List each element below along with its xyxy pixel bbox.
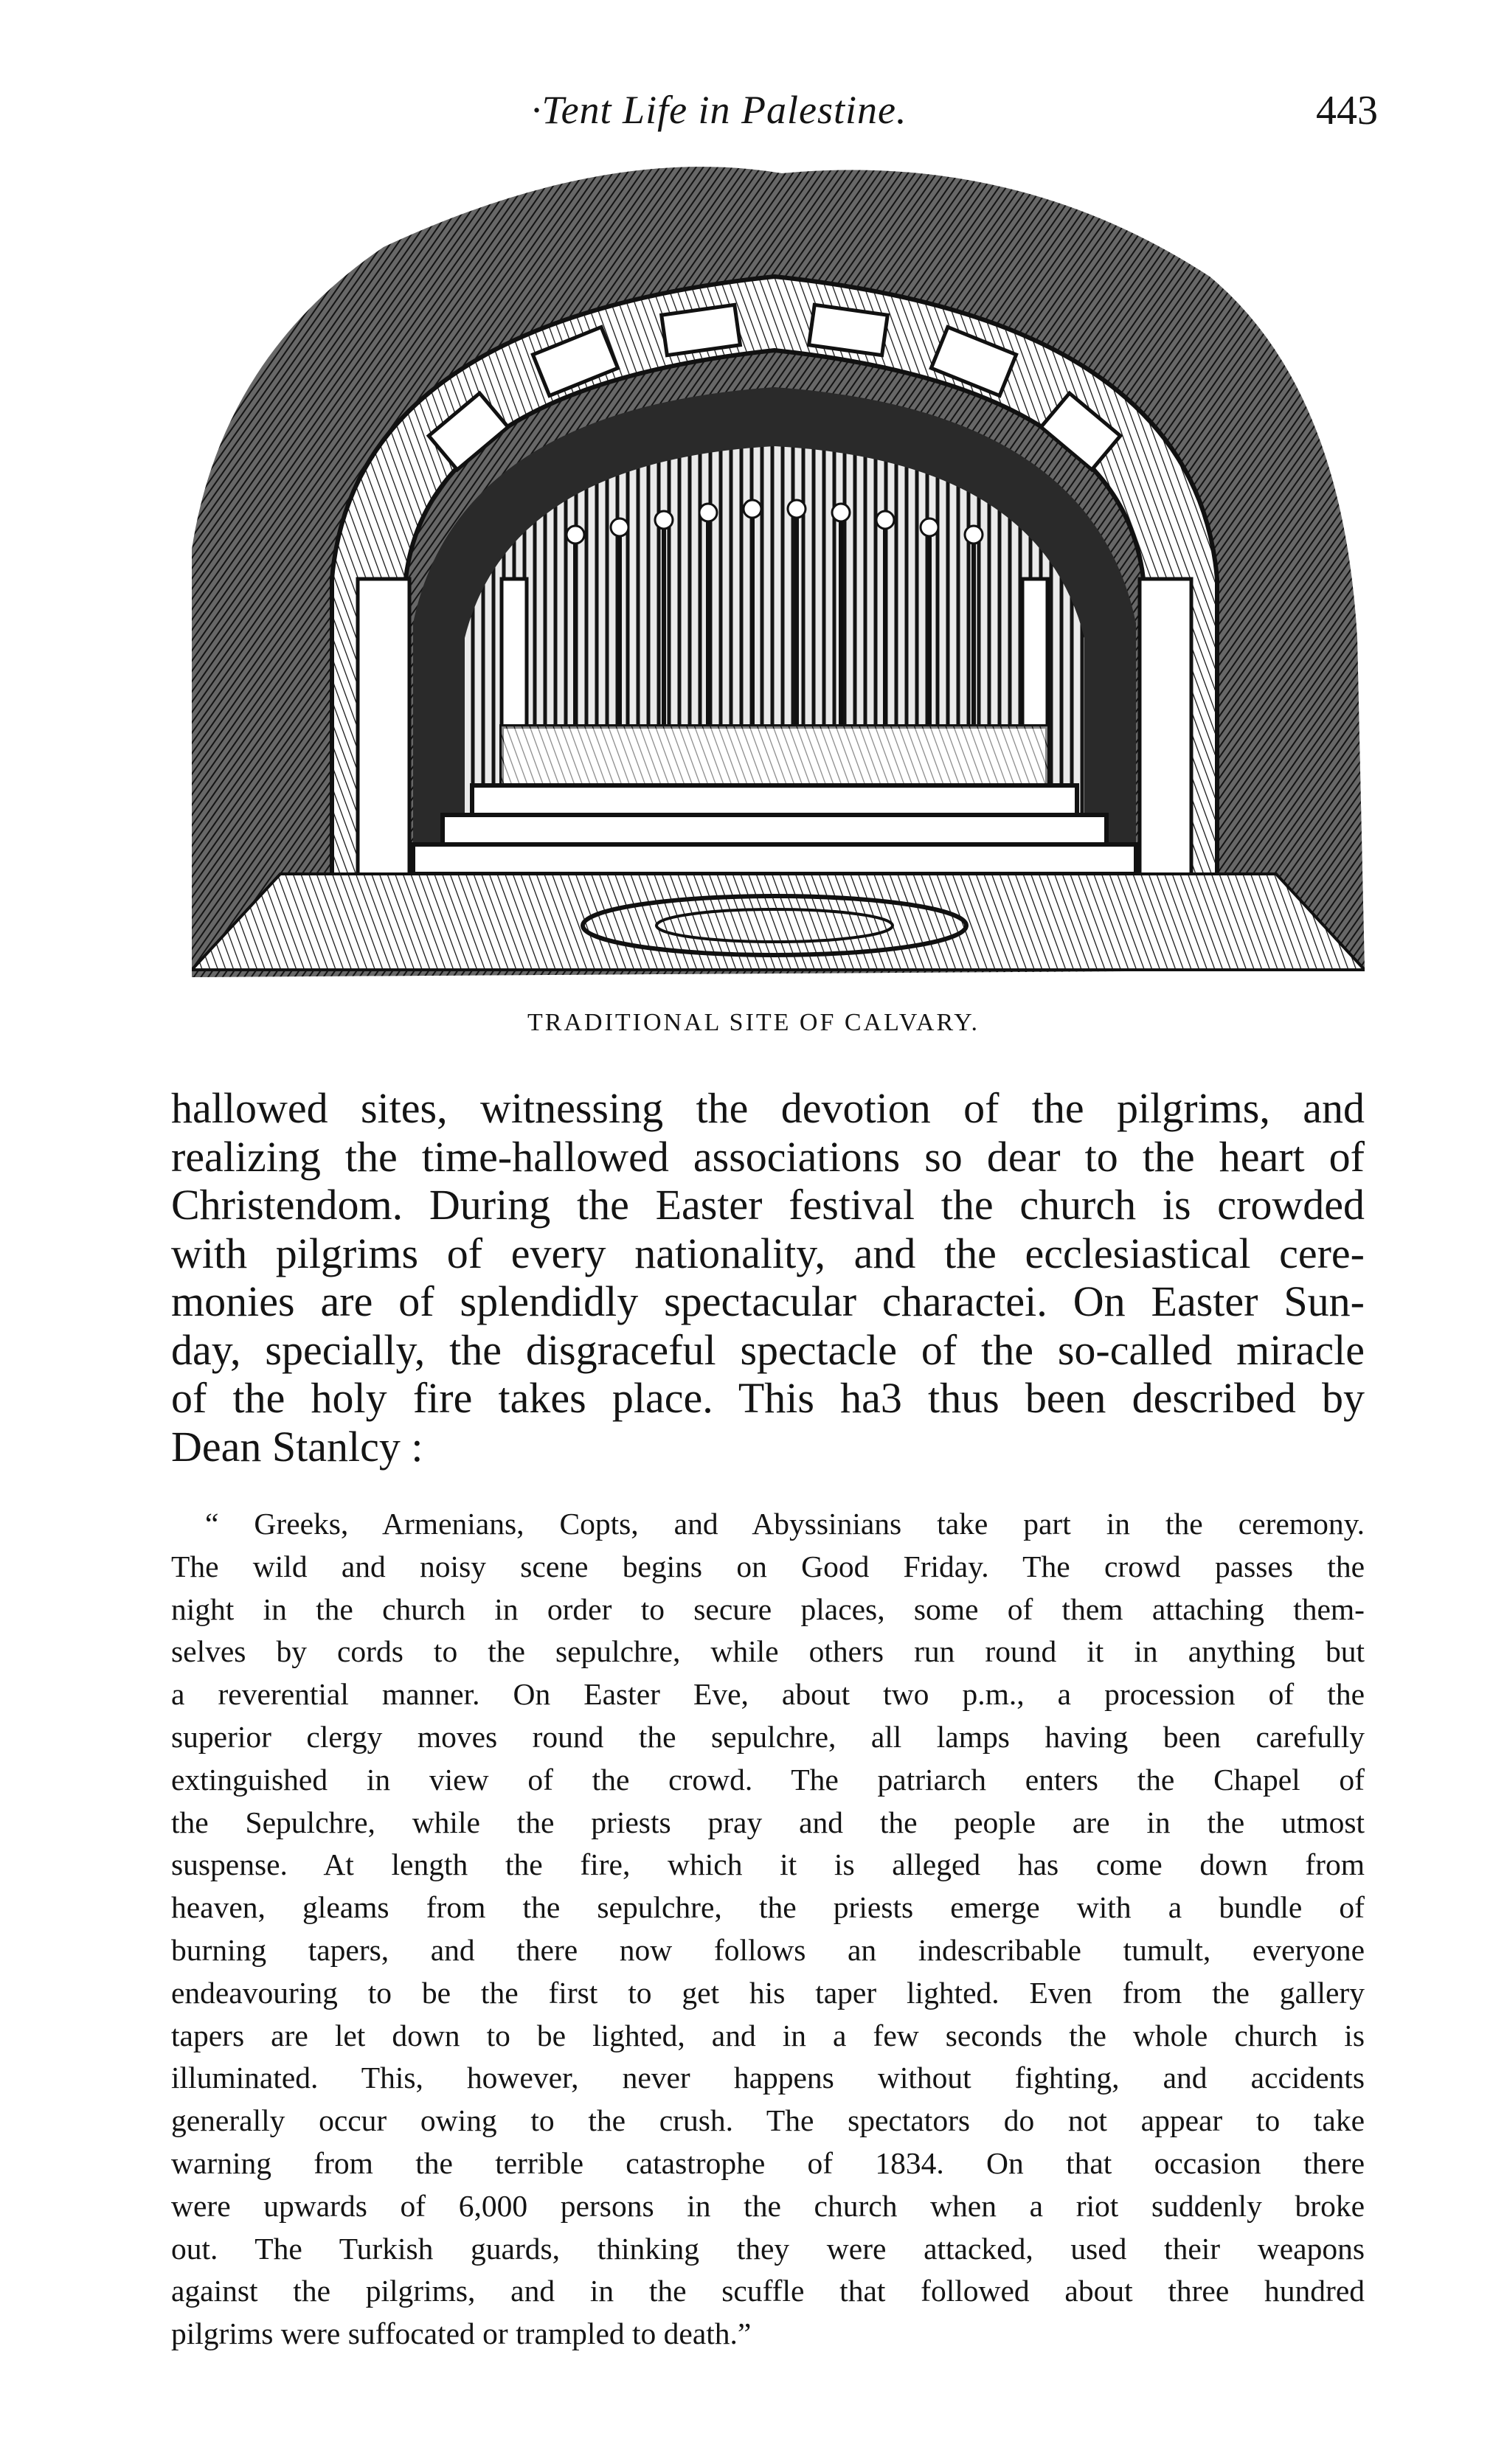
body-paragraph [171,1084,1365,1471]
calvary-engraving [192,166,1365,999]
body-line: with pilgrims of every nationality, and the ecclesiastical cere- [171,1229,1365,1277]
body-line: of the holy fire takes place. This ha3 thus been described by [171,1374,1365,1422]
body-line: realizing the time-hallowed associations so dear to the heart of [171,1132,1365,1181]
quote-line: were upwards of 6,000 persons in the church when a riot suddenly broke [171,2188,1365,2223]
quote-line: illuminated. This, however, never happens without fighting, and accidents [171,2061,1365,2095]
block-quote [171,1503,1365,2356]
engraving-illustration [192,166,1365,999]
quote-line: suspense. At length the fire, which it is alleged has come down from [171,1847,1365,1882]
page-number: 443 [1316,88,1378,133]
quote-line: “ Greeks, Armenians, Copts, and Abyssinians take part in the ceremony. [205,1507,1365,1541]
quote-line: pilgrims were suffocated or trampled to death.” [171,2316,752,2351]
body-line: Christendom. During the Easter festival the church is crowded [171,1181,1365,1229]
quote-line: extinguished in view of the crowd. The patriarch enters the Chapel of [171,1762,1365,1797]
quote-line: night in the church in order to secure places, some of them attaching them- [171,1592,1365,1626]
quote-line: The wild and noisy scene begins on Good Friday. The crowd passes the [171,1549,1365,1583]
quote-line: out. The Turkish guards, thinking they were attacked, used their weapons [171,2231,1365,2266]
quote-line: burning tapers, and there now follows an indescribable tumult, everyone [171,1932,1365,1967]
quote-line: endeavouring to be the first to get his taper lighted. Even from the gallery [171,1975,1365,2010]
quote-line: generally occur owing to the crush. The spectators do not appear to take [171,2103,1365,2138]
quote-line: against the pilgrims, and in the scuffle that followed about three hundred [171,2274,1365,2308]
body-line: monies are of splendidly spectacular charactei. On Easter Sun- [171,1277,1365,1325]
quote-line: warning from the terrible catastrophe of 1834. On that occasion there [171,2145,1365,2180]
running-head [0,87,1507,146]
quote-line: superior clergy moves round the sepulchre, all lamps having been carefully [171,1719,1365,1754]
quote-line: heaven, gleams from the sepulchre, the priests emerge with a bundle of [171,1890,1365,1925]
running-title: ·Tent Life in Palestine. [531,88,907,132]
quote-line: tapers are let down to be lighted, and in a few seconds the whole church is [171,2018,1365,2052]
body-line: hallowed sites, witnessing the devotion of the pilgrims, and [171,1084,1365,1132]
figure-caption: TRADITIONAL SITE OF CALVARY. [527,1009,980,1036]
quote-line: the Sepulchre, while the priests pray and the people are in the utmost [171,1805,1365,1839]
body-line: day, specially, the disgraceful spectacle of the so-called miracle [171,1325,1365,1374]
body-line: Dean Stanlcy : [171,1422,423,1471]
quote-line: selves by cords to the sepulchre, while others run round it in anything but [171,1634,1365,1669]
quote-line: a reverential manner. On Easter Eve, about two p.m., a procession of the [171,1677,1365,1712]
